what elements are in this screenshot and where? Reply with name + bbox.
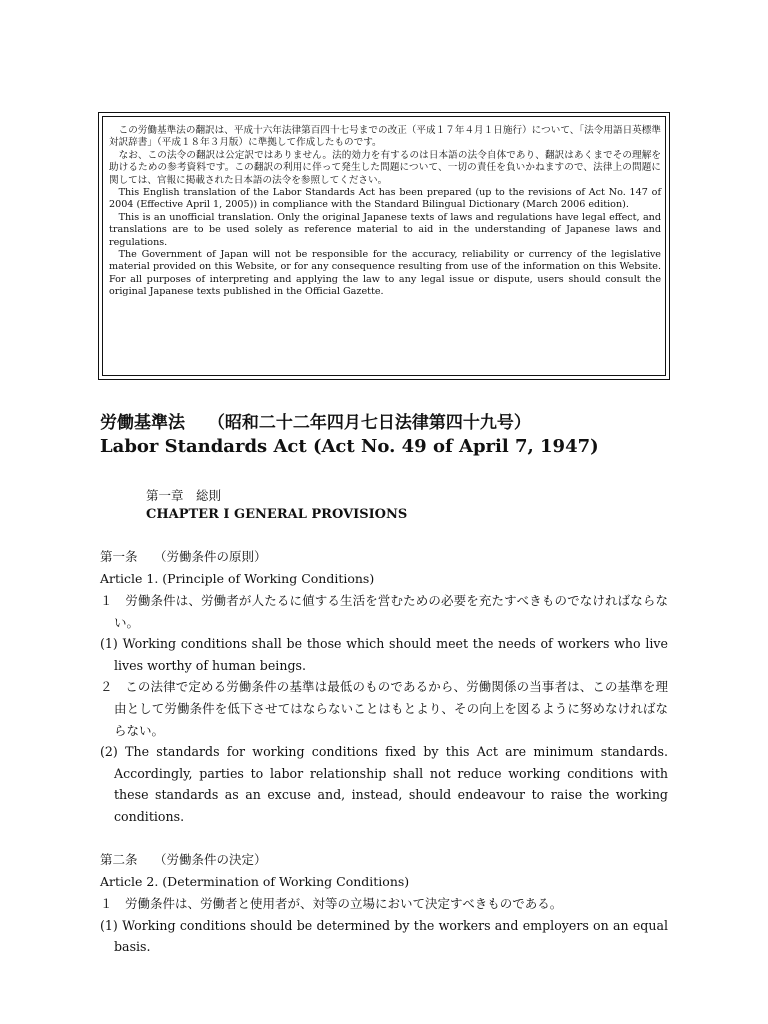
notice-jp-paragraph-1: この労働基準法の翻訳は、平成十六年法律第百四十七号までの改正（平成１７年４月１日施行）について、「法令用語日英標準対訳辞書」（平成１８年３月版）に準拠して作成したものです。	[109, 125, 661, 149]
chapter-heading-japanese: 第一章 総則	[146, 488, 222, 503]
article-1-paragraph-2-english: (2) The standards for working conditions fixed by this Act are minimum standards. Accordingly, parties to labor relationship shall not reduce working conditions with these standards as an excuse and, instead, should endeavour to raise the working conditions.	[100, 744, 668, 824]
article-2-paragraph-1-japanese: １ 労働条件は、労働者と使用者が、対等の立場において決定すべきものである。	[100, 896, 563, 911]
article-2	[100, 849, 668, 958]
law-title-japanese: 労働基準法 （昭和二十二年四月七日法律第四十九号）	[100, 413, 531, 433]
notice-jp-paragraph-2: なお、この法令の翻訳は公定訳ではありません。法的効力を有するのは日本語の法令自体であり、翻訳はあくまでその理解を助けるための参考資料です。この翻訳の利用に伴って発生した問題について、一切の責任を負いかねますので、法律上の問題に関しては、官報に掲載された日本語の法令を参照してください。	[109, 149, 661, 186]
translation-notice-box	[98, 112, 670, 380]
article-1-paragraph-1-english: (1) Working conditions shall be those which should meet the needs of workers who live lives worthy of human beings.	[100, 636, 668, 673]
law-title-english: Labor Standards Act (Act No. 49 of April 7, 1947)	[100, 436, 599, 457]
article-2-heading-english: Article 2. (Determination of Working Conditions)	[100, 874, 410, 889]
article-1-heading-english: Article 1. (Principle of Working Conditions)	[100, 571, 375, 586]
translation-notice-inner	[102, 116, 666, 376]
article-2-heading-japanese: 第二条 （労働条件の決定）	[100, 852, 267, 867]
notice-en-paragraph-1: This English translation of the Labor Standards Act has been prepared (up to the revisions of Act No. 147 of 2004 (Effective April 1, 2005)) in compliance with the Standard Bilingual Dictionary (March 2006 edition).	[109, 187, 661, 211]
notice-en-paragraph-2: This is an unofficial translation. Only the original Japanese texts of laws and regulations have legal effect, and translations are to be used solely as reference material to aid in the understanding of Japanese laws and regulations.	[109, 211, 661, 248]
article-1-paragraph-2-japanese: ２ この法律で定める労働条件の基準は最低のものであるから、労働関係の当事者は、この基準を理由として労働条件を低下させてはならないことはもとより、その向上を図るように努めなければならない。	[100, 679, 668, 738]
article-1-heading-japanese: 第一条 （労働条件の原則）	[100, 549, 267, 564]
article-1	[100, 546, 668, 828]
article-1-paragraph-1-japanese: １ 労働条件は、労働者が人たるに値する生活を営むための必要を充たすべきものでなければならない。	[100, 593, 668, 630]
notice-en-paragraph-3: The Government of Japan will not be responsible for the accuracy, reliability or currency of the legislative material provided on this Website, or for any consequence resulting from use of the information on this Website. For all purposes of interpreting and applying the law to any legal issue or dispute, users should consult the original Japanese texts published in the Official Gazette.	[109, 249, 661, 298]
chapter-heading-english: CHAPTER I GENERAL PROVISIONS	[146, 507, 408, 522]
article-2-paragraph-1-english: (1) Working conditions should be determined by the workers and employers on an equal basis.	[100, 917, 668, 955]
